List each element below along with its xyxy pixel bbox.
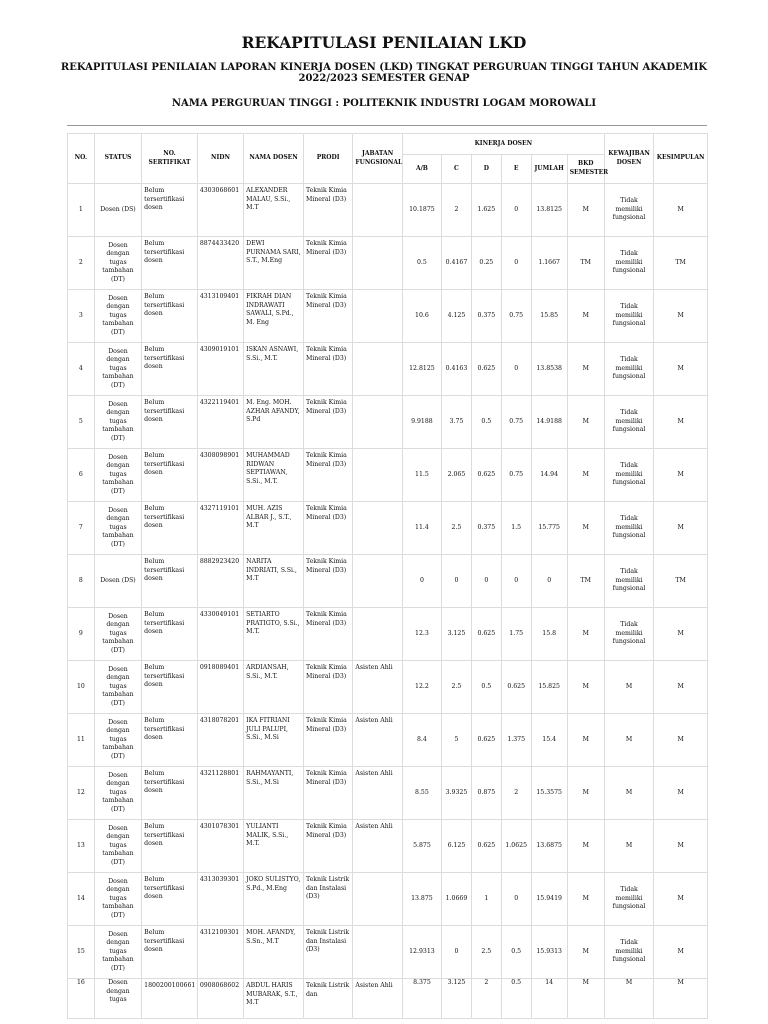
cell-kewajiban: Tidak memiliki fungsional: [604, 608, 653, 661]
cell-nama-dosen: YULIANTI MALIK, S.Si., M.T.: [244, 820, 304, 873]
divider: [67, 125, 707, 126]
cell-nama-dosen: MUH. AZIS ALBAR J., S.T., M.T: [244, 502, 304, 555]
cell-bkd: M: [567, 449, 604, 502]
cell-ab: 13.875: [402, 873, 441, 926]
cell-c: 6.125: [442, 820, 472, 873]
cell-no: 5: [68, 396, 95, 449]
cell-e: 0: [501, 343, 531, 396]
cell-kewajiban: Tidak memiliki fungsional: [604, 555, 653, 608]
cell-d: 0.375: [471, 290, 501, 343]
cell-nidn: 4321128801: [197, 767, 243, 820]
cell-ab: 8.375: [402, 979, 441, 1019]
cell-c: 3.75: [442, 396, 472, 449]
cell-jabatan: Asisten Ahli: [353, 820, 402, 873]
cell-jabatan: [353, 184, 402, 237]
cell-status: Dosen dengan tugas tambahan (DT): [94, 820, 141, 873]
cell-e: 0.75: [501, 290, 531, 343]
header-status: STATUS: [94, 134, 141, 184]
cell-prodi: Teknik Kimia Mineral (D3): [303, 661, 352, 714]
cell-kesimpulan: M: [654, 502, 708, 555]
cell-nama-dosen: ALEXANDER MALAU, S.Si., M.T: [244, 184, 304, 237]
cell-nidn: 4308098901: [197, 449, 243, 502]
cell-d: 2: [471, 979, 501, 1019]
cell-jabatan: Asisten Ahli: [353, 767, 402, 820]
cell-d: 0.625: [471, 343, 501, 396]
cell-status: Dosen dengan tugas tambahan (DT): [94, 449, 141, 502]
cell-nidn: 4301078301: [197, 820, 243, 873]
table-row: [68, 555, 708, 608]
cell-jumlah: 0: [531, 555, 567, 608]
cell-c: 5: [442, 714, 472, 767]
cell-d: 0.625: [471, 608, 501, 661]
cell-jumlah: 14: [531, 979, 567, 1019]
cell-jumlah: 15.825: [531, 661, 567, 714]
cell-kesimpulan: M: [654, 979, 708, 1019]
cell-prodi: Teknik Kimia Mineral (D3): [303, 608, 352, 661]
cell-d: 0.25: [471, 237, 501, 290]
table-row: [68, 926, 708, 979]
cell-jumlah: 1.1667: [531, 237, 567, 290]
cell-status: Dosen dengan tugas tambahan (DT): [94, 396, 141, 449]
cell-d: 0.5: [471, 396, 501, 449]
cell-d: 0.625: [471, 820, 501, 873]
cell-kewajiban: M: [604, 767, 653, 820]
cell-sertifikat: Belum tersertifikasi dosen: [142, 661, 198, 714]
cell-d: 0.625: [471, 449, 501, 502]
cell-sertifikat: Belum tersertifikasi dosen: [142, 555, 198, 608]
cell-jumlah: 13.6875: [531, 820, 567, 873]
cell-sertifikat: Belum tersertifikasi dosen: [142, 714, 198, 767]
cell-nama-dosen: ABDUL HARIS MUBARAK, S.T., M.T: [244, 979, 304, 1019]
cell-e: 1.75: [501, 608, 531, 661]
cell-nama-dosen: RAHMAYANTI, S.Si., M.Si: [244, 767, 304, 820]
cell-nidn: 4330049101: [197, 608, 243, 661]
cell-kesimpulan: M: [654, 661, 708, 714]
cell-no: 12: [68, 767, 95, 820]
cell-jabatan: [353, 608, 402, 661]
cell-e: 0: [501, 237, 531, 290]
cell-jabatan: [353, 237, 402, 290]
cell-c: 3.125: [442, 608, 472, 661]
header-no-sertifikat: NO. SERTIFIKAT: [142, 134, 198, 184]
table-row: [68, 449, 708, 502]
cell-kesimpulan: M: [654, 449, 708, 502]
cell-ab: 11.5: [402, 449, 441, 502]
header-bkd: BKD SEMESTER: [567, 155, 604, 184]
cell-c: 3.9325: [442, 767, 472, 820]
cell-jumlah: 15.3575: [531, 767, 567, 820]
header-kewajiban: KEWAJIBAN DOSEN: [604, 134, 653, 184]
cell-e: 0.5: [501, 926, 531, 979]
cell-sertifikat: Belum tersertifikasi dosen: [142, 449, 198, 502]
cell-sertifikat: Belum tersertifikasi dosen: [142, 343, 198, 396]
cell-d: 1.625: [471, 184, 501, 237]
cell-kewajiban: Tidak memiliki fungsional: [604, 502, 653, 555]
cell-kesimpulan: M: [654, 926, 708, 979]
header-kesimpulan: KESIMPULAN: [654, 134, 708, 184]
header-nidn: NIDN: [197, 134, 243, 184]
cell-prodi: Teknik Kimia Mineral (D3): [303, 714, 352, 767]
cell-no: 2: [68, 237, 95, 290]
table-row: [68, 661, 708, 714]
cell-prodi: Teknik Kimia Mineral (D3): [303, 449, 352, 502]
cell-kewajiban: M: [604, 661, 653, 714]
cell-sertifikat: Belum tersertifikasi dosen: [142, 926, 198, 979]
cell-jabatan: [353, 926, 402, 979]
table-row: [68, 184, 708, 237]
cell-ab: 9.9188: [402, 396, 441, 449]
cell-c: 2.5: [442, 661, 472, 714]
cell-c: 0.4163: [442, 343, 472, 396]
cell-d: 2.5: [471, 926, 501, 979]
page-title: REKAPITULASI PENILAIAN LKD: [241, 33, 527, 52]
cell-jumlah: 13.8538: [531, 343, 567, 396]
cell-no: 4: [68, 343, 95, 396]
cell-jabatan: [353, 555, 402, 608]
table-row: [68, 820, 708, 873]
cell-nidn: 4303068601: [197, 184, 243, 237]
cell-bkd: M: [567, 502, 604, 555]
cell-no: 9: [68, 608, 95, 661]
cell-prodi: Teknik Listrik dan Instalasi (D3): [303, 873, 352, 926]
cell-status: Dosen dengan tugas tambahan (DT): [94, 661, 141, 714]
cell-status: Dosen dengan tugas tambahan (DT): [94, 502, 141, 555]
cell-prodi: Teknik Kimia Mineral (D3): [303, 184, 352, 237]
cell-d: 0.375: [471, 502, 501, 555]
cell-status: Dosen dengan tugas tambahan (DT): [94, 343, 141, 396]
cell-nidn: 8882923420: [197, 555, 243, 608]
cell-no: 8: [68, 555, 95, 608]
cell-jabatan: [353, 449, 402, 502]
cell-sertifikat: Belum tersertifikasi dosen: [142, 820, 198, 873]
cell-kesimpulan: M: [654, 820, 708, 873]
cell-c: 0: [442, 555, 472, 608]
cell-nidn: 0918089401: [197, 661, 243, 714]
cell-c: 2.065: [442, 449, 472, 502]
cell-e: 0: [501, 555, 531, 608]
cell-kewajiban: Tidak memiliki fungsional: [604, 290, 653, 343]
table-row: [68, 396, 708, 449]
cell-jabatan: Asisten Ahli: [353, 661, 402, 714]
cell-nama-dosen: MOH. AFANDY, S.Sn., M.T: [244, 926, 304, 979]
cell-kewajiban: M: [604, 820, 653, 873]
header-no: NO.: [68, 134, 95, 184]
cell-c: 0.4167: [442, 237, 472, 290]
cell-prodi: Teknik Kimia Mineral (D3): [303, 555, 352, 608]
cell-no: 15: [68, 926, 95, 979]
cell-nidn: 4313109401: [197, 290, 243, 343]
cell-jumlah: 13.8125: [531, 184, 567, 237]
cell-no: 7: [68, 502, 95, 555]
table-row: [68, 343, 708, 396]
header-c: C: [442, 155, 472, 184]
cell-jabatan: [353, 502, 402, 555]
cell-nama-dosen: M. Eng. MOH. AZHAR AFANDY, S.Pd: [244, 396, 304, 449]
cell-bkd: M: [567, 608, 604, 661]
cell-jumlah: 14.9188: [531, 396, 567, 449]
table-row: [68, 237, 708, 290]
cell-e: 1.0625: [501, 820, 531, 873]
cell-kewajiban: Tidak memiliki fungsional: [604, 184, 653, 237]
cell-sertifikat: Belum tersertifikasi dosen: [142, 502, 198, 555]
cell-bkd: M: [567, 290, 604, 343]
cell-nidn: 4309019101: [197, 343, 243, 396]
cell-sertifikat: Belum tersertifikasi dosen: [142, 873, 198, 926]
cell-no: 14: [68, 873, 95, 926]
cell-prodi: Teknik Listrik dan Instalasi (D3): [303, 926, 352, 979]
cell-jabatan: [353, 290, 402, 343]
cell-no: 13: [68, 820, 95, 873]
cell-e: 0.75: [501, 449, 531, 502]
table-row: [68, 290, 708, 343]
header-d: D: [471, 155, 501, 184]
cell-kewajiban: Tidak memiliki fungsional: [604, 873, 653, 926]
cell-ab: 5.875: [402, 820, 441, 873]
header-prodi: PRODI: [303, 134, 352, 184]
report-subtitle: REKAPITULASI PENILAIAN LAPORAN KINERJA DOSEN (LKD) TINGKAT PERGURUAN TINGGI TAHUN AKADEMIK 2022/2023 SEMESTER GENAP: [60, 62, 708, 84]
header-jabatan: JABATAN FUNGSIONAL: [353, 134, 402, 184]
cell-status: Dosen (DS): [94, 184, 141, 237]
cell-status: Dosen dengan tugas tambahan (DT): [94, 608, 141, 661]
assessment-table: [67, 133, 708, 1019]
cell-ab: 10.1875: [402, 184, 441, 237]
cell-e: 2: [501, 767, 531, 820]
cell-no: 11: [68, 714, 95, 767]
cell-kesimpulan: M: [654, 343, 708, 396]
cell-jumlah: 15.775: [531, 502, 567, 555]
header-nama-dosen: NAMA DOSEN: [244, 134, 304, 184]
cell-c: 2.5: [442, 502, 472, 555]
cell-jabatan: [353, 396, 402, 449]
cell-ab: 11.4: [402, 502, 441, 555]
cell-jumlah: 15.4: [531, 714, 567, 767]
cell-jumlah: 14.94: [531, 449, 567, 502]
cell-jabatan: Asisten Ahli: [353, 979, 402, 1019]
cell-sertifikat: Belum tersertifikasi dosen: [142, 767, 198, 820]
cell-sertifikat: Belum tersertifikasi dosen: [142, 290, 198, 343]
cell-jumlah: 15.9313: [531, 926, 567, 979]
cell-kewajiban: Tidak memiliki fungsional: [604, 343, 653, 396]
cell-kesimpulan: TM: [654, 237, 708, 290]
table-row: [68, 979, 708, 1019]
cell-sertifikat: 1800200100661: [142, 979, 198, 1019]
cell-ab: 0: [402, 555, 441, 608]
institution-name: NAMA PERGURUAN TINGGI : POLITEKNIK INDUSTRI LOGAM MOROWALI: [171, 98, 597, 109]
cell-kewajiban: M: [604, 714, 653, 767]
cell-status: Dosen dengan tugas tambahan (DT): [94, 873, 141, 926]
header-ab: A/B: [402, 155, 441, 184]
cell-c: 4.125: [442, 290, 472, 343]
cell-kesimpulan: M: [654, 608, 708, 661]
cell-bkd: M: [567, 343, 604, 396]
cell-bkd: M: [567, 661, 604, 714]
cell-status: Dosen dengan tugas tambahan (DT): [94, 926, 141, 979]
cell-nidn: 8874433420: [197, 237, 243, 290]
cell-kesimpulan: M: [654, 396, 708, 449]
cell-prodi: Teknik Kimia Mineral (D3): [303, 820, 352, 873]
cell-kewajiban: Tidak memiliki fungsional: [604, 396, 653, 449]
cell-c: 1.0669: [442, 873, 472, 926]
cell-nidn: 0908068602: [197, 979, 243, 1019]
cell-kewajiban: Tidak memiliki fungsional: [604, 237, 653, 290]
cell-prodi: Teknik Kimia Mineral (D3): [303, 237, 352, 290]
cell-bkd: M: [567, 184, 604, 237]
cell-nidn: 4313039301: [197, 873, 243, 926]
cell-status: Dosen dengan tugas tambahan (DT): [94, 237, 141, 290]
cell-kesimpulan: M: [654, 184, 708, 237]
cell-e: 0.5: [501, 979, 531, 1019]
cell-bkd: M: [567, 396, 604, 449]
cell-bkd: M: [567, 820, 604, 873]
cell-e: 1.5: [501, 502, 531, 555]
cell-ab: 8.4: [402, 714, 441, 767]
cell-kesimpulan: M: [654, 767, 708, 820]
cell-d: 0.625: [471, 714, 501, 767]
table-row: [68, 714, 708, 767]
cell-d: 0.875: [471, 767, 501, 820]
cell-ab: 8.55: [402, 767, 441, 820]
cell-sertifikat: Belum tersertifikasi dosen: [142, 237, 198, 290]
cell-jabatan: [353, 873, 402, 926]
cell-no: 6: [68, 449, 95, 502]
cell-prodi: Teknik Listrik dan: [303, 979, 352, 1019]
cell-jumlah: 15.85: [531, 290, 567, 343]
cell-ab: 12.3: [402, 608, 441, 661]
cell-nama-dosen: SETIARTO PRATIGTO, S.Si., M.T.: [244, 608, 304, 661]
table-row: [68, 502, 708, 555]
cell-e: 0: [501, 873, 531, 926]
cell-d: 1: [471, 873, 501, 926]
cell-no: 1: [68, 184, 95, 237]
cell-status: Dosen dengan tugas tambahan (DT): [94, 290, 141, 343]
cell-jabatan: Asisten Ahli: [353, 714, 402, 767]
cell-bkd: TM: [567, 555, 604, 608]
cell-bkd: M: [567, 714, 604, 767]
header-e: E: [501, 155, 531, 184]
cell-prodi: Teknik Kimia Mineral (D3): [303, 343, 352, 396]
cell-kewajiban: Tidak memiliki fungsional: [604, 926, 653, 979]
cell-prodi: Teknik Kimia Mineral (D3): [303, 502, 352, 555]
cell-e: 0.625: [501, 661, 531, 714]
cell-sertifikat: Belum tersertifikasi dosen: [142, 184, 198, 237]
table-body: [68, 184, 708, 1019]
cell-nidn: 4318078201: [197, 714, 243, 767]
cell-no: 3: [68, 290, 95, 343]
cell-status: Dosen dengan tugas: [94, 979, 141, 1019]
cell-e: 1.375: [501, 714, 531, 767]
cell-bkd: TM: [567, 237, 604, 290]
cell-bkd: M: [567, 767, 604, 820]
cell-status: Dosen dengan tugas tambahan (DT): [94, 714, 141, 767]
cell-nidn: 4312109301: [197, 926, 243, 979]
cell-ab: 0.5: [402, 237, 441, 290]
cell-nama-dosen: IKA FITRIANI JULI PALUPI, S.Si., M.Si: [244, 714, 304, 767]
cell-ab: 12.9313: [402, 926, 441, 979]
cell-nama-dosen: MUHAMMAD RIDWAN SEPTIAWAN, S.Si., M.T.: [244, 449, 304, 502]
cell-c: 0: [442, 926, 472, 979]
cell-jumlah: 15.8: [531, 608, 567, 661]
cell-d: 0.5: [471, 661, 501, 714]
table-row: [68, 767, 708, 820]
cell-d: 0: [471, 555, 501, 608]
header-jumlah: JUMLAH: [531, 155, 567, 184]
cell-no: 10: [68, 661, 95, 714]
cell-kewajiban: M: [604, 979, 653, 1019]
cell-nama-dosen: FIKRAH DIAN INDRAWATI SAWALI, S.Pd., M. Eng: [244, 290, 304, 343]
cell-ab: 12.8125: [402, 343, 441, 396]
cell-nama-dosen: ISKAN ASNAWI, S.Si., M.T.: [244, 343, 304, 396]
cell-prodi: Teknik Kimia Mineral (D3): [303, 396, 352, 449]
cell-status: Dosen (DS): [94, 555, 141, 608]
cell-bkd: M: [567, 873, 604, 926]
cell-sertifikat: Belum tersertifikasi dosen: [142, 396, 198, 449]
cell-kesimpulan: M: [654, 873, 708, 926]
cell-bkd: M: [567, 979, 604, 1019]
table-row: [68, 873, 708, 926]
cell-nidn: 4322119401: [197, 396, 243, 449]
cell-ab: 10.6: [402, 290, 441, 343]
cell-status: Dosen dengan tugas tambahan (DT): [94, 767, 141, 820]
cell-kesimpulan: M: [654, 290, 708, 343]
cell-c: 3.125: [442, 979, 472, 1019]
cell-nama-dosen: NARITA INDRIATI, S.Si., M.T: [244, 555, 304, 608]
cell-kewajiban: Tidak memiliki fungsional: [604, 449, 653, 502]
cell-bkd: M: [567, 926, 604, 979]
cell-prodi: Teknik Kimia Mineral (D3): [303, 767, 352, 820]
cell-nama-dosen: DEWI PURNAMA SARI, S.T., M.Eng: [244, 237, 304, 290]
table-header: [68, 134, 708, 184]
cell-e: 0: [501, 184, 531, 237]
cell-no: 16: [68, 979, 95, 1019]
cell-sertifikat: Belum tersertifikasi dosen: [142, 608, 198, 661]
cell-prodi: Teknik Kimia Mineral (D3): [303, 290, 352, 343]
cell-kesimpulan: TM: [654, 555, 708, 608]
header-kinerja-dosen: KINERJA DOSEN: [402, 134, 604, 155]
cell-e: 0.75: [501, 396, 531, 449]
table-row: [68, 608, 708, 661]
cell-ab: 12.2: [402, 661, 441, 714]
cell-kesimpulan: M: [654, 714, 708, 767]
cell-jabatan: [353, 343, 402, 396]
cell-nidn: 4327119101: [197, 502, 243, 555]
cell-jumlah: 15.9419: [531, 873, 567, 926]
cell-nama-dosen: ARDIANSAH, S.Si., M.T.: [244, 661, 304, 714]
cell-nama-dosen: JOKO SULISTYO, S.Pd., M.Eng: [244, 873, 304, 926]
cell-c: 2: [442, 184, 472, 237]
